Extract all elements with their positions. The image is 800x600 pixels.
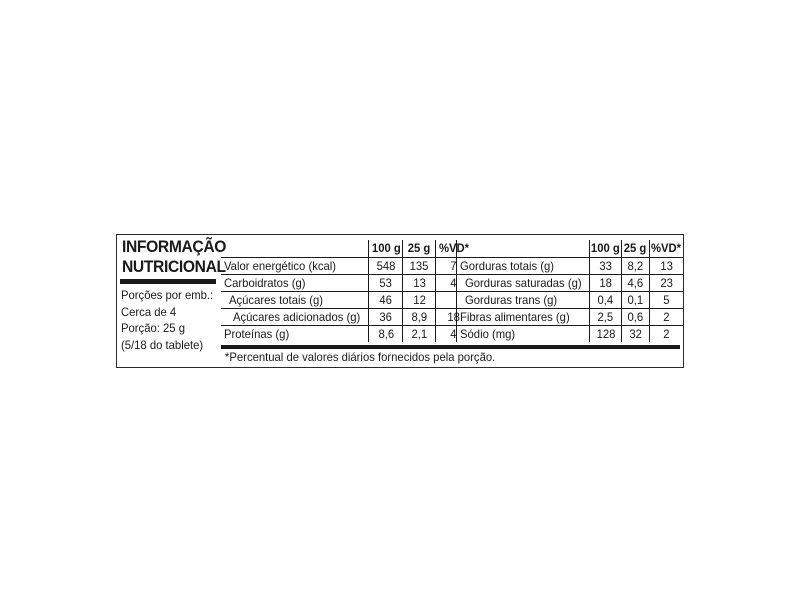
- value-portion: 8,2: [622, 257, 649, 274]
- value-dv: 13: [649, 257, 683, 274]
- value-dv: 4: [436, 325, 471, 342]
- value-portion: 135: [403, 257, 436, 274]
- value-dv: 23: [649, 274, 683, 291]
- value-portion: 8,9: [403, 308, 436, 325]
- value-portion: 32: [622, 325, 649, 342]
- header-per-100g: 100 g: [591, 241, 621, 256]
- nutrition-facts-label: [116, 234, 684, 368]
- value-100g: 36: [369, 308, 403, 325]
- value-dv: 2: [649, 308, 683, 325]
- value-100g: 18: [590, 274, 622, 291]
- table-row: [457, 308, 684, 325]
- table-row: [457, 325, 684, 342]
- table-header-row: [457, 240, 684, 257]
- table-row: [457, 291, 684, 308]
- value-dv: 18: [436, 308, 471, 325]
- nutrient-name: Açúcares adicionados (g): [221, 308, 369, 325]
- nutrient-name: Gorduras trans (g): [457, 291, 590, 308]
- table-row: [457, 274, 684, 291]
- serving-info: [121, 287, 221, 353]
- title-line-2: NUTRICIONAL: [122, 257, 226, 276]
- servings-count: Cerca de 4: [121, 304, 177, 319]
- value-portion: 13: [403, 274, 436, 291]
- value-portion: 0,1: [622, 291, 649, 308]
- table-header-row: [221, 240, 471, 257]
- value-100g: 128: [590, 325, 622, 342]
- nutrient-name: Gorduras totais (g): [457, 257, 590, 274]
- value-dv: 7: [436, 257, 471, 274]
- value-100g: 2,5: [590, 308, 622, 325]
- value-100g: 548: [369, 257, 403, 274]
- value-portion: 4,6: [622, 274, 649, 291]
- value-100g: 8,6: [369, 325, 403, 342]
- table-row: [221, 274, 471, 291]
- table-row: [221, 308, 471, 325]
- value-portion: 0,6: [622, 308, 649, 325]
- portion-size: Porção: 25 g: [121, 321, 185, 335]
- header-blank: [457, 240, 590, 257]
- header-blank: [221, 240, 369, 257]
- table-row: [221, 325, 471, 342]
- footnote: *Percentual de valores diários fornecidos pela porção.: [225, 350, 496, 364]
- nutrient-name: Proteínas (g): [224, 326, 290, 341]
- servings-per-package: Porções por emb.:: [121, 288, 214, 302]
- value-100g: 53: [369, 274, 403, 291]
- nutrient-name: Valor energético (kcal): [221, 257, 369, 274]
- value-portion: 12: [403, 291, 436, 308]
- label-title: [122, 237, 227, 277]
- nutrient-name: Açúcares totais (g): [221, 291, 369, 308]
- value-100g: 46: [369, 291, 403, 308]
- nutrient-table-right: [456, 240, 683, 342]
- header-daily-value: %VD*: [436, 240, 471, 257]
- header-per-portion: 25 g: [622, 240, 649, 257]
- table-row: [221, 257, 471, 274]
- value-100g: 0,4: [590, 291, 622, 308]
- value-dv: 5: [649, 291, 683, 308]
- table-row: [457, 257, 684, 274]
- portion-detail: (5/18 do tablete): [121, 337, 204, 352]
- nutrient-name: Fibras alimentares (g): [457, 308, 590, 325]
- value-portion: 2,1: [403, 325, 436, 342]
- title-divider: [120, 279, 216, 284]
- value-100g: 33: [590, 257, 622, 274]
- title-line-1: INFORMAÇÃO: [122, 237, 227, 256]
- header-daily-value: %VD*: [649, 240, 683, 257]
- nutrient-name: Carboidratos (g): [221, 274, 369, 291]
- nutrient-table-left: [221, 240, 471, 342]
- nutrient-name: Gorduras saturadas (g): [457, 274, 590, 291]
- value-dv: 2: [649, 325, 683, 342]
- table-row: [221, 291, 471, 308]
- value-dv: 4: [436, 274, 471, 291]
- header-per-100g: 100 g: [369, 240, 403, 257]
- nutrient-name: Sódio (mg): [460, 326, 516, 341]
- header-per-portion: 25 g: [403, 240, 436, 257]
